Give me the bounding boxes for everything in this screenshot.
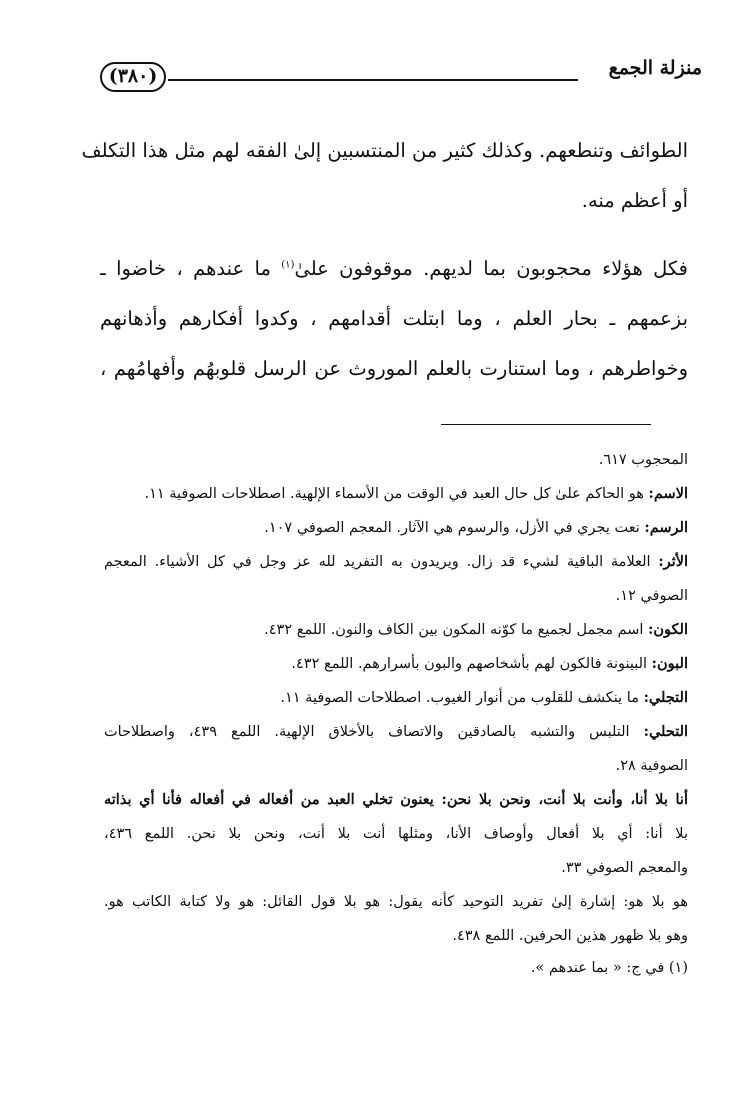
footnote-term: الرسم: xyxy=(644,519,688,536)
body-text-segment: فكل هؤلاء محجوبون بما لديهم. موقوفون علىٰ xyxy=(294,257,688,280)
footnote-line-variant: (١) في ج: « بما عندهم ». xyxy=(530,960,688,976)
page-number: (٣٨٠) xyxy=(100,62,166,92)
footnote-line: وهو بلا ظهور هذين الحرفين. اللمع ٤٣٨. xyxy=(452,928,688,944)
paragraph-gap xyxy=(100,226,688,244)
footnote-line: الصوفية ٢٨. xyxy=(615,758,688,774)
footnote-text: هو الحاكم علىٰ كل حال العبد في الوقت من الأسماء الإلهية. اصطلاحات الصوفية ١١. xyxy=(144,486,649,502)
footnote-line xyxy=(104,511,688,545)
running-header-title: منزلة الجمع xyxy=(608,57,702,79)
footnote-line: هو بلا هو: إشارة إلىٰ تفريد التوحيد كأنه يقول: هو بلا قول القائل: هو ولا كتابة الكاتب هو. xyxy=(104,894,688,910)
footnote-text: نعت يجري في الأزل، والرسوم هي الآثار. المعجم الصوفي ١٠٧. xyxy=(264,520,645,536)
body-text-segment: ما عندهم ، خاضوا ـ xyxy=(100,257,282,280)
footnote-text: التلبس والتشبه بالصادقين والاتصاف بالأخلاق الإلهية. اللمع ٤٣٩، واصطلاحات xyxy=(104,724,644,740)
footnote-text: العلامة الباقية لشيء قد زال. ويريدون به التفريد لله عز وجل في كل الأشياء. المعجم xyxy=(104,554,659,570)
header-rule xyxy=(168,79,578,81)
body-line xyxy=(100,244,688,294)
footnote-line xyxy=(104,715,688,749)
body-line: بزعمهم ـ بحار العلم ، وما ابتلت أقدامهم ، وكدوا أفكارهم وأذهانهم xyxy=(100,307,688,330)
footnote-separator xyxy=(441,424,651,425)
footnote-text: البينونة فالكون لهم بأشخاصهم والبون بأسرارهم. اللمع ٤٣٢. xyxy=(291,656,652,672)
body-line: الطوائف وتنطعهم. وكذلك كثير من المنتسبين إلىٰ الفقه لهم مثل هذا التكلف xyxy=(81,139,688,162)
footnotes xyxy=(104,443,688,983)
footnote-term: الأثر: xyxy=(658,553,688,570)
footnote-line: المحجوب ٦١٧. xyxy=(598,452,688,468)
footnote-line: الصوفي ١٢. xyxy=(615,588,688,604)
footnote-line: أنا بلا أنا، وأنت بلا أنت، ونحن بلا نحن: يعنون تخلي العبد من أفعاله في أفعاله فأنا أي بذاته xyxy=(104,791,688,808)
footnote-term: البون: xyxy=(651,655,688,672)
footnote-line xyxy=(104,545,688,579)
footnote-term: التحلي: xyxy=(643,723,689,740)
footnote-line: بلا أنا: أي بلا أفعال وأوصاف الأنا، ومثلها أنت بلا أنت، ونحن بلا نحن. اللمع ٤٣٦، xyxy=(104,826,688,842)
footnote-reference: (١) xyxy=(281,259,295,271)
main-text xyxy=(81,126,688,394)
footnote-line xyxy=(104,647,688,681)
footnote-text: ما ينكشف للقلوب من أنوار الغيوب. اصطلاحات الصوفية ١١. xyxy=(280,690,644,706)
body-line: أو أعظم منه. xyxy=(581,189,688,212)
body-line: وخواطرهم ، وما استنارت بالعلم الموروث عن الرسل قلوبهُم وأفهامُهم ، xyxy=(100,357,688,380)
footnote-text: اسم مجمل لجميع ما كوّنه المكون بين الكاف والنون. اللمع ٤٣٢. xyxy=(264,622,649,638)
footnote-line xyxy=(104,477,688,511)
footnote-term: الاسم: xyxy=(648,485,688,502)
footnote-line xyxy=(104,613,688,647)
footnote-line xyxy=(104,681,688,715)
footnote-term: الكون: xyxy=(648,621,688,638)
footnote-line: والمعجم الصوفي ٣٣. xyxy=(561,860,688,876)
footnote-term: التجلي: xyxy=(643,689,688,706)
